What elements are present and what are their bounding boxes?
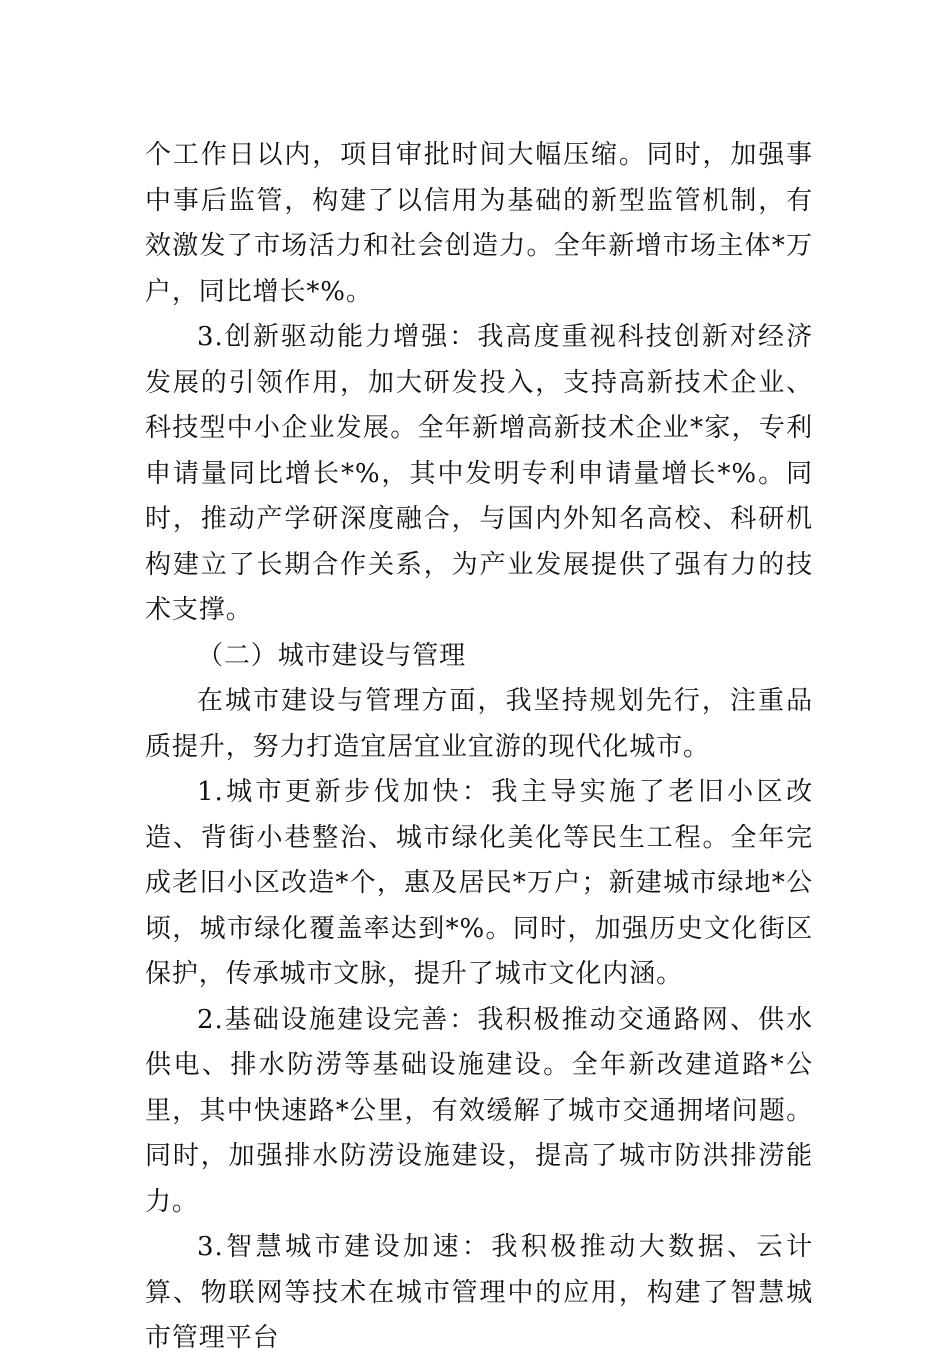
paragraph-smart-city: 3.智慧城市建设加速：我积极推动大数据、云计算、物联网等技术在城市管理中的应用，构建了智慧城市管理平台 (145, 1232, 813, 1353)
paragraph-infrastructure: 2.基础设施建设完善：我积极推动交通路网、供水供电、排水防涝等基础设施建设。全年新改建道路*公里，其中快速路*公里，有效缓解了城市交通拥堵问题。同时，加强排水防涝设施建设，提高了城市防洪排涝能力。 (145, 1004, 813, 1217)
paragraph-intro: 在城市建设与管理方面，我坚持规划先行，注重品质提升，努力打造宜居宜业宜游的现代化城市。 (145, 686, 813, 762)
section-heading: （二）城市建设与管理 (197, 640, 467, 671)
document-body (145, 133, 813, 1362)
paragraph-continuation: 个工作日以内，项目审批时间大幅压缩。同时，加强事中事后监管，构建了以信用为基础的新型监管机制，有效激发了市场活力和社会创造力。全年新增市场主体*万户，同比增长*%。 (145, 140, 813, 307)
paragraph-innovation: 3.创新驱动能力增强：我高度重视科技创新对经济发展的引领作用，加大研发投入，支持高新技术企业、科技型中小企业发展。全年新增高新技术企业*家，专利申请量同比增长*%，其中发明专利申请量增长*%。同时，推动产学研深度融合，与国内外知名高校、科研机构建立了长期合作关系，为产业发展提供了强有力的技术支撑。 (145, 322, 813, 625)
paragraph-urban-renewal: 1.城市更新步伐加快：我主导实施了老旧小区改造、背街小巷整治、城市绿化美化等民生工程。全年完成老旧小区改造*个，惠及居民*万户；新建城市绿地*公顷，城市绿化覆盖率达到*%。同时，加强历史文化街区保护，传承城市文脉，提升了城市文化内涵。 (145, 777, 813, 989)
